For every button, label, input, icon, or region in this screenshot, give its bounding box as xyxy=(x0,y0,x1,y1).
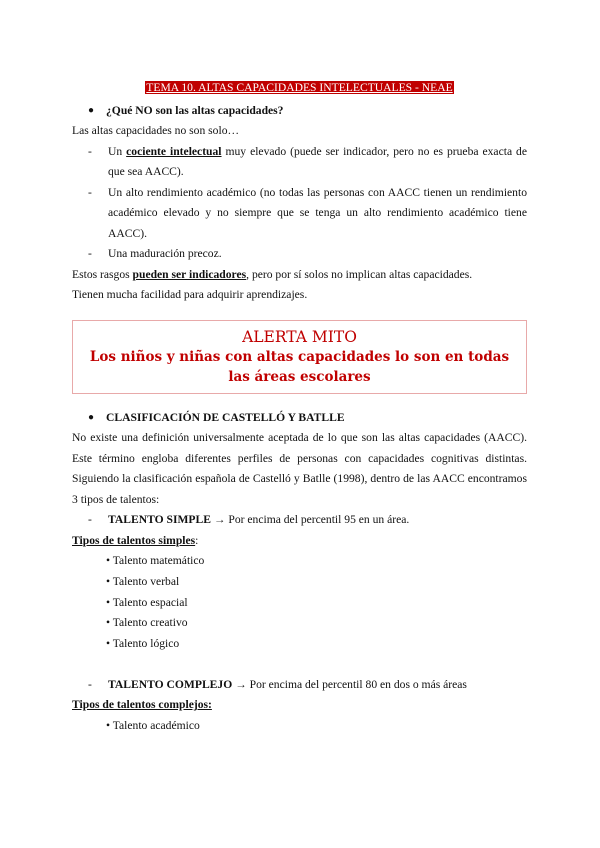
document-page xyxy=(72,78,527,737)
list-item: - Un alto rendimiento académico (no todas las personas con AACC tienen un rendimiento académico elevado y no siempre que se tenga un alto rendimiento académico tiene AACC). xyxy=(72,183,527,245)
dash-marker: - xyxy=(88,247,92,260)
highlight-ci: cociente intelectual xyxy=(126,144,222,158)
complex-talent-item: - TALENTO COMPLEJO → Por encima del percentil 80 en dos o más áreas xyxy=(72,675,527,696)
bullet-icon: ● xyxy=(88,411,95,423)
classification-paragraph: No existe una definición universalmente aceptada de lo que son las altas capacidades (AACC). Este término engloba diferentes perfiles de personas con capacidades cognitivas distintas. Siguiendo la clasificación española de Castelló y Batlle (1998), dentro de las AACC encontramos 3 tipos de talentos: xyxy=(72,431,527,506)
list-item: - Una maduración precoz. xyxy=(72,244,527,265)
spacer xyxy=(72,655,527,675)
section2-heading: ● CLASIFICACIÓN DE CASTELLÓ Y BATLLE xyxy=(72,408,527,429)
not-aacc-list xyxy=(72,142,527,265)
myth-alert-heading: ALERTA MITO xyxy=(242,327,357,346)
learning-paragraph: Tienen mucha facilidad para adquirir aprendizajes. xyxy=(72,288,308,301)
simple-types-heading: Tipos de talentos simples: xyxy=(72,533,199,547)
list-item: • Talento académico xyxy=(106,718,200,732)
myth-alert-box xyxy=(72,320,527,394)
bullet-icon: ● xyxy=(88,104,95,116)
simple-types-list xyxy=(72,551,527,655)
section1-heading: ● ¿Qué NO son las altas capacidades? xyxy=(72,101,527,122)
document-title-text: TEMA 10. ALTAS CAPACIDADES INTELECTUALES - NEAE xyxy=(146,81,453,94)
dash-marker: - xyxy=(88,513,92,526)
highlight-indicators: pueden ser indicadores xyxy=(132,267,247,281)
dash-marker: - xyxy=(88,185,92,199)
list-item: - Un cociente intelectual muy elevado (puede ser indicador, pero no es prueba exacta de que sea AACC). xyxy=(72,142,527,183)
complex-talent-label: TALENTO COMPLEJO xyxy=(108,677,233,691)
myth-alert-text: Los niños y niñas con altas capacidades lo son en todas las áreas escolares xyxy=(89,348,510,385)
dash-marker: - xyxy=(88,677,92,691)
complex-types-list xyxy=(72,716,527,737)
list-item: • Talento matemático xyxy=(106,554,205,567)
complex-types-heading: Tipos de talentos complejos: xyxy=(72,698,212,712)
list-item: • Talento verbal xyxy=(106,574,180,588)
document-title xyxy=(72,78,527,99)
list-item: • Talento creativo xyxy=(106,616,188,630)
indicators-paragraph: Estos rasgos pueden ser indicadores, pero por sí solos no implican altas capacidades. xyxy=(72,267,473,281)
section1-intro: Las altas capacidades no son solo… xyxy=(72,124,240,137)
list-item: • Talento lógico xyxy=(106,637,180,651)
dash-marker: - xyxy=(88,144,92,158)
list-item: • Talento espacial xyxy=(106,595,188,609)
simple-talent-item: - TALENTO SIMPLE → Por encima del percentil 95 en un área. xyxy=(72,510,527,531)
simple-talent-label: TALENTO SIMPLE xyxy=(108,513,211,526)
